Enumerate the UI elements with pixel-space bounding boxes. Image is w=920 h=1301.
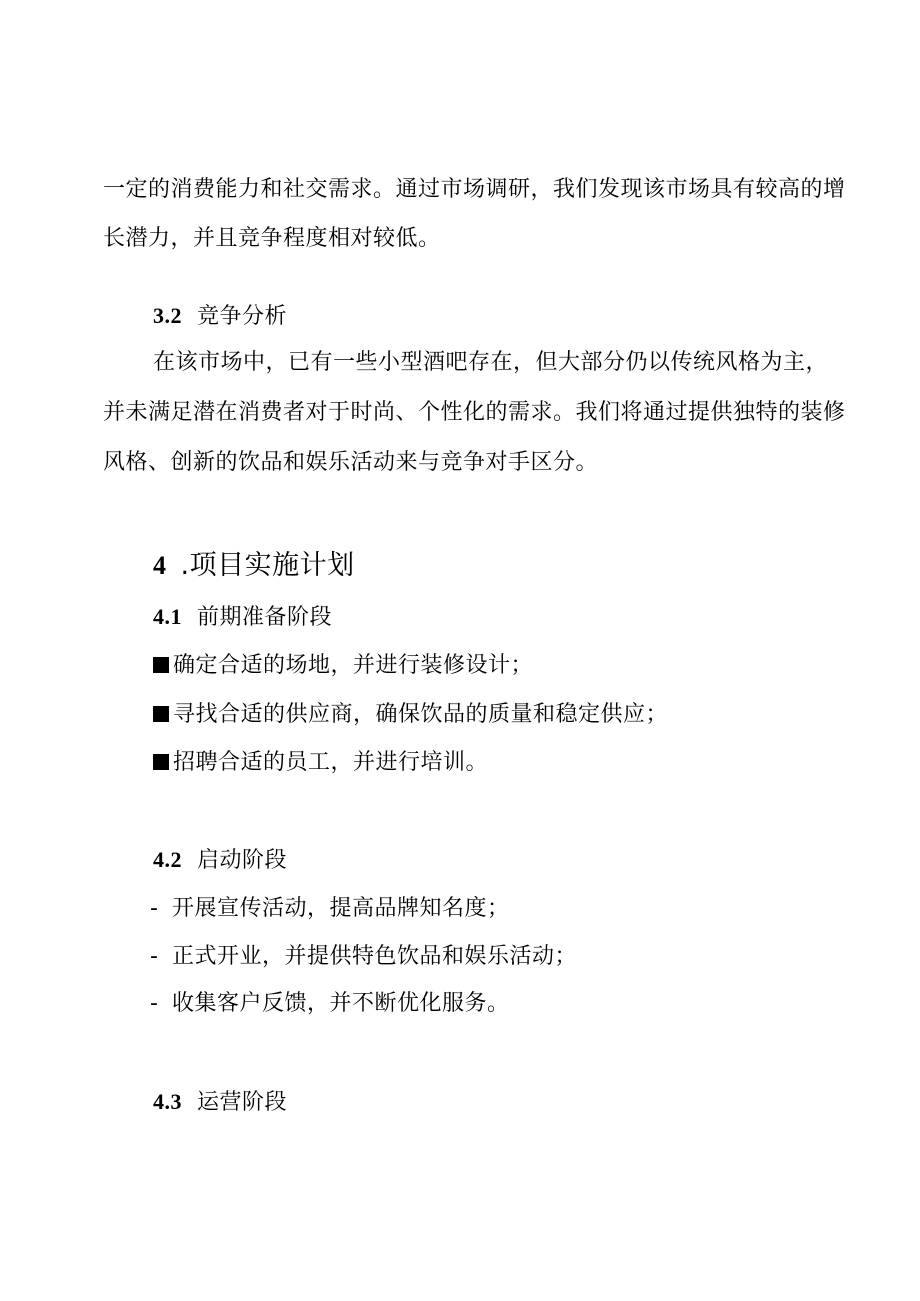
list-item <box>150 989 510 1019</box>
section-4-3-heading <box>153 1087 287 1118</box>
section-number: 4.1 <box>153 604 182 629</box>
chapter-number: 4 <box>153 551 167 580</box>
list-item <box>153 748 488 778</box>
square-bullet-icon <box>153 657 169 673</box>
list-item-text: 收集客户反馈，并不断优化服务。 <box>172 991 510 1016</box>
section-4-2-heading <box>153 845 287 876</box>
competition-paragraph-line-1: 在该市场中，已有一些小型酒吧存在，但大部分仍以传统风格为主， <box>153 350 829 375</box>
list-item-text: 正式开业，并提供特色饮品和娱乐活动； <box>172 944 578 969</box>
list-item-text: 寻找合适的供应商，确保饮品的质量和稳定供应； <box>173 702 669 727</box>
section-title: 竞争分析 <box>197 304 288 329</box>
section-title: 前期准备阶段 <box>197 605 333 630</box>
chapter-title: .项目实施计划 <box>180 550 355 581</box>
market-paragraph-line-1: 一定的消费能力和社交需求。通过市场调研，我们发现该市场具有较高的增 <box>103 177 846 202</box>
section-4-1-heading <box>153 602 332 633</box>
list-item <box>153 651 533 681</box>
list-item <box>150 894 510 924</box>
section-number: 3.2 <box>153 303 182 328</box>
section-3-2-heading <box>153 301 287 332</box>
section-number: 4.2 <box>153 847 182 872</box>
list-item-text: 确定合适的场地，并进行装修设计； <box>173 653 534 678</box>
competition-paragraph-line-3: 风格、创新的饮品和娱乐活动来与竞争对手区分。 <box>103 450 599 475</box>
section-number: 4.3 <box>153 1089 182 1114</box>
competition-paragraph-line-2: 并未满足潜在消费者对于时尚、个性化的需求。我们将通过提供独特的装修 <box>103 400 846 425</box>
list-item-text: 开展宣传活动，提高品牌知名度； <box>172 896 510 921</box>
list-item <box>153 700 668 730</box>
list-item <box>150 942 577 972</box>
dash-bullet-icon: - <box>150 944 159 969</box>
square-bullet-icon <box>153 754 169 770</box>
section-title: 启动阶段 <box>197 848 288 873</box>
dash-bullet-icon: - <box>150 896 159 921</box>
square-bullet-icon <box>153 706 169 722</box>
section-title: 运营阶段 <box>197 1090 288 1115</box>
list-item-text: 招聘合适的员工，并进行培训。 <box>173 750 489 775</box>
dash-bullet-icon: - <box>150 991 159 1016</box>
chapter-4-heading <box>153 549 355 583</box>
market-paragraph-line-2: 长潜力，并且竞争程度相对较低。 <box>103 226 441 251</box>
